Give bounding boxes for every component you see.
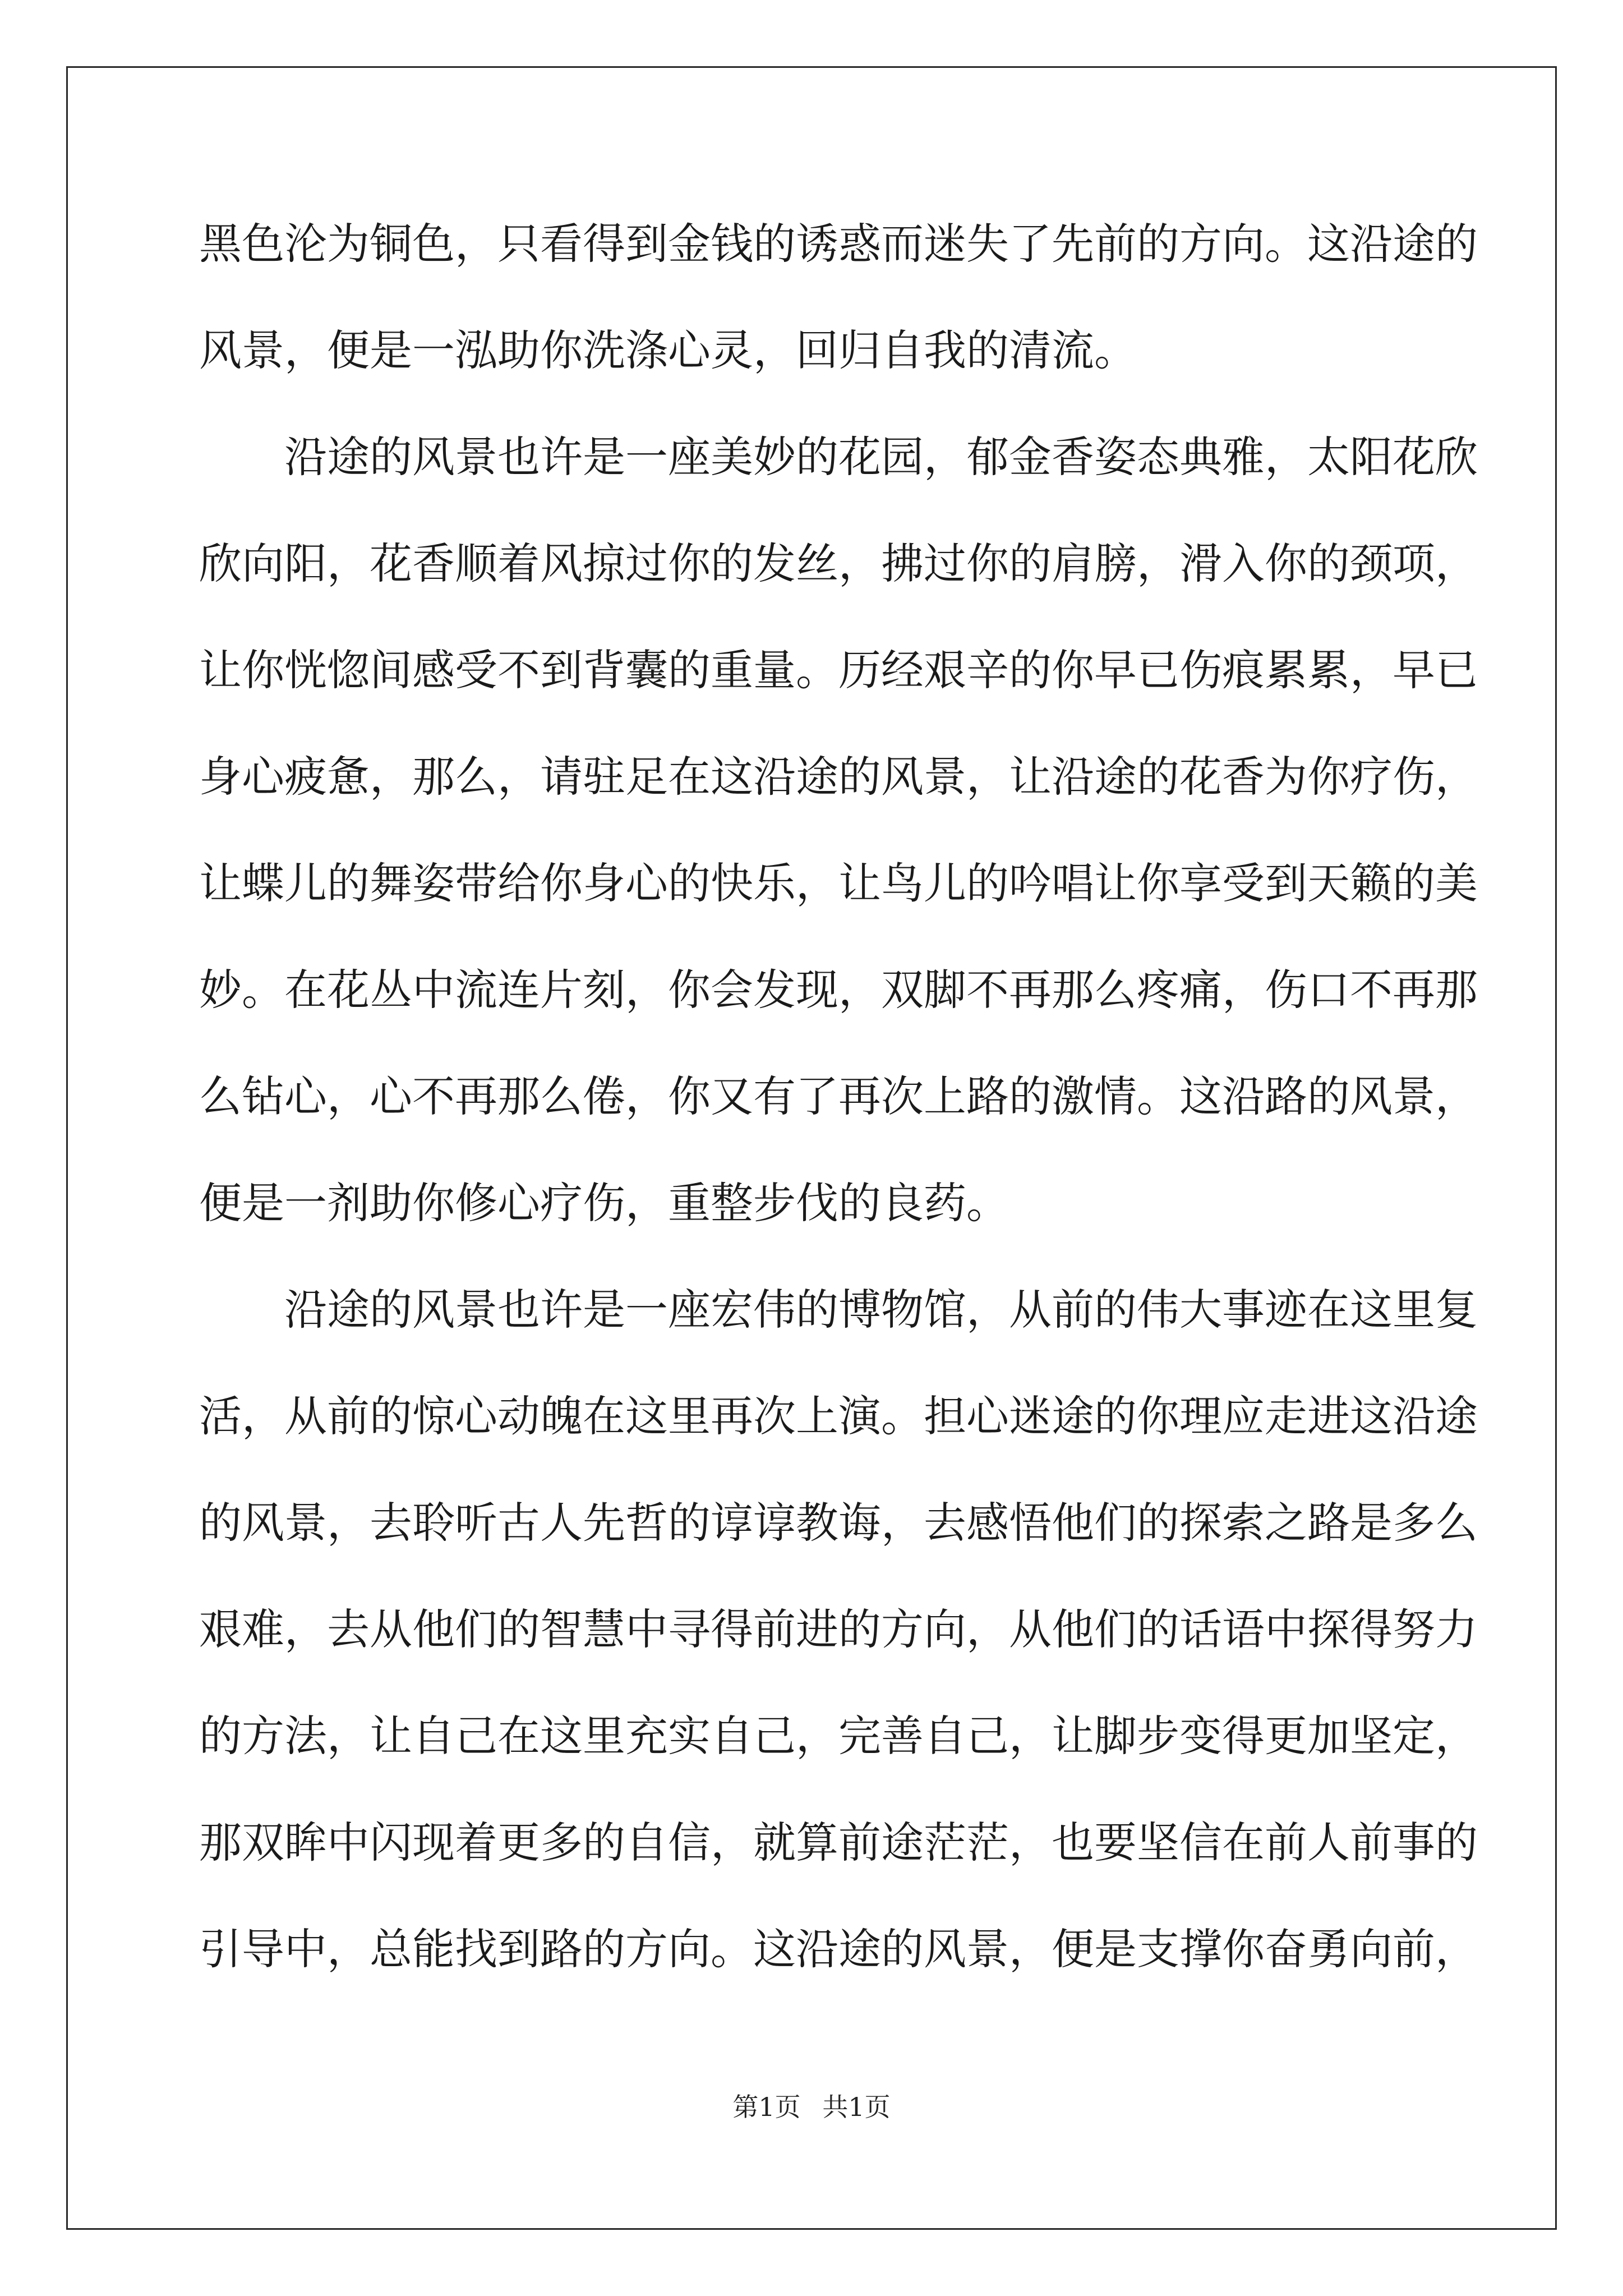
text-line: 的风景，去聆听古人先哲的谆谆教诲，去感悟他们的探索之路是多么: [199, 1498, 1478, 1548]
text-line: 身心疲惫，那么，请驻足在这沿途的风景，让沿途的花香为你疗伤，: [199, 752, 1478, 802]
text-line: 让你恍惚间感受不到背囊的重量。历经艰辛的你早已伤痕累累，早已: [199, 645, 1478, 695]
text-line: 妙。在花丛中流连片刻，你会发现，双脚不再那么疼痛，伤口不再那: [199, 965, 1478, 1015]
page-number: 第1页: [732, 2092, 801, 2122]
text-line: 引导中，总能找到路的方向。这沿途的风景，便是支撑你奋勇向前，: [199, 1924, 1478, 1974]
text-line: 那双眸中闪现着更多的自信，就算前途茫茫，也要坚信在前人前事的: [199, 1818, 1478, 1867]
page-footer: [0, 2087, 1623, 2124]
paragraph-start-line: 沿途的风景也许是一座美妙的花园，郁金香姿态典雅，太阳花欣: [284, 432, 1478, 482]
paragraph-start-line: 沿途的风景也许是一座宏伟的博物馆，从前的伟大事迹在这里复: [284, 1285, 1478, 1335]
text-line: 让蝶儿的舞姿带给你身心的快乐，让鸟儿的吟唱让你享受到天籁的美: [199, 858, 1478, 908]
text-line: 活，从前的惊心动魄在这里再次上演。担心迷途的你理应走进这沿途: [199, 1391, 1478, 1441]
text-line: 黑色沦为铜色，只看得到金钱的诱惑而迷失了先前的方向。这沿途的: [199, 219, 1478, 269]
text-line: 艰难，去从他们的智慧中寻得前进的方向，从他们的话语中探得努力: [199, 1604, 1478, 1654]
text-line: 欣向阳，花香顺着风掠过你的发丝，拂过你的肩膀，滑入你的颈项，: [199, 539, 1478, 588]
page-total: 共1页: [822, 2092, 891, 2122]
text-line: 便是一剂助你修心疗伤，重整步伐的良药。: [199, 1178, 1009, 1228]
text-line: 的方法，让自己在这里充实自己，完善自己，让脚步变得更加坚定，: [199, 1711, 1478, 1761]
document-body: [199, 208, 1478, 2019]
text-line: 么钻心，心不再那么倦，你又有了再次上路的激情。这沿路的风景，: [199, 1071, 1478, 1121]
text-line: 风景，便是一泓助你洗涤心灵，回归自我的清流。: [199, 325, 1137, 375]
